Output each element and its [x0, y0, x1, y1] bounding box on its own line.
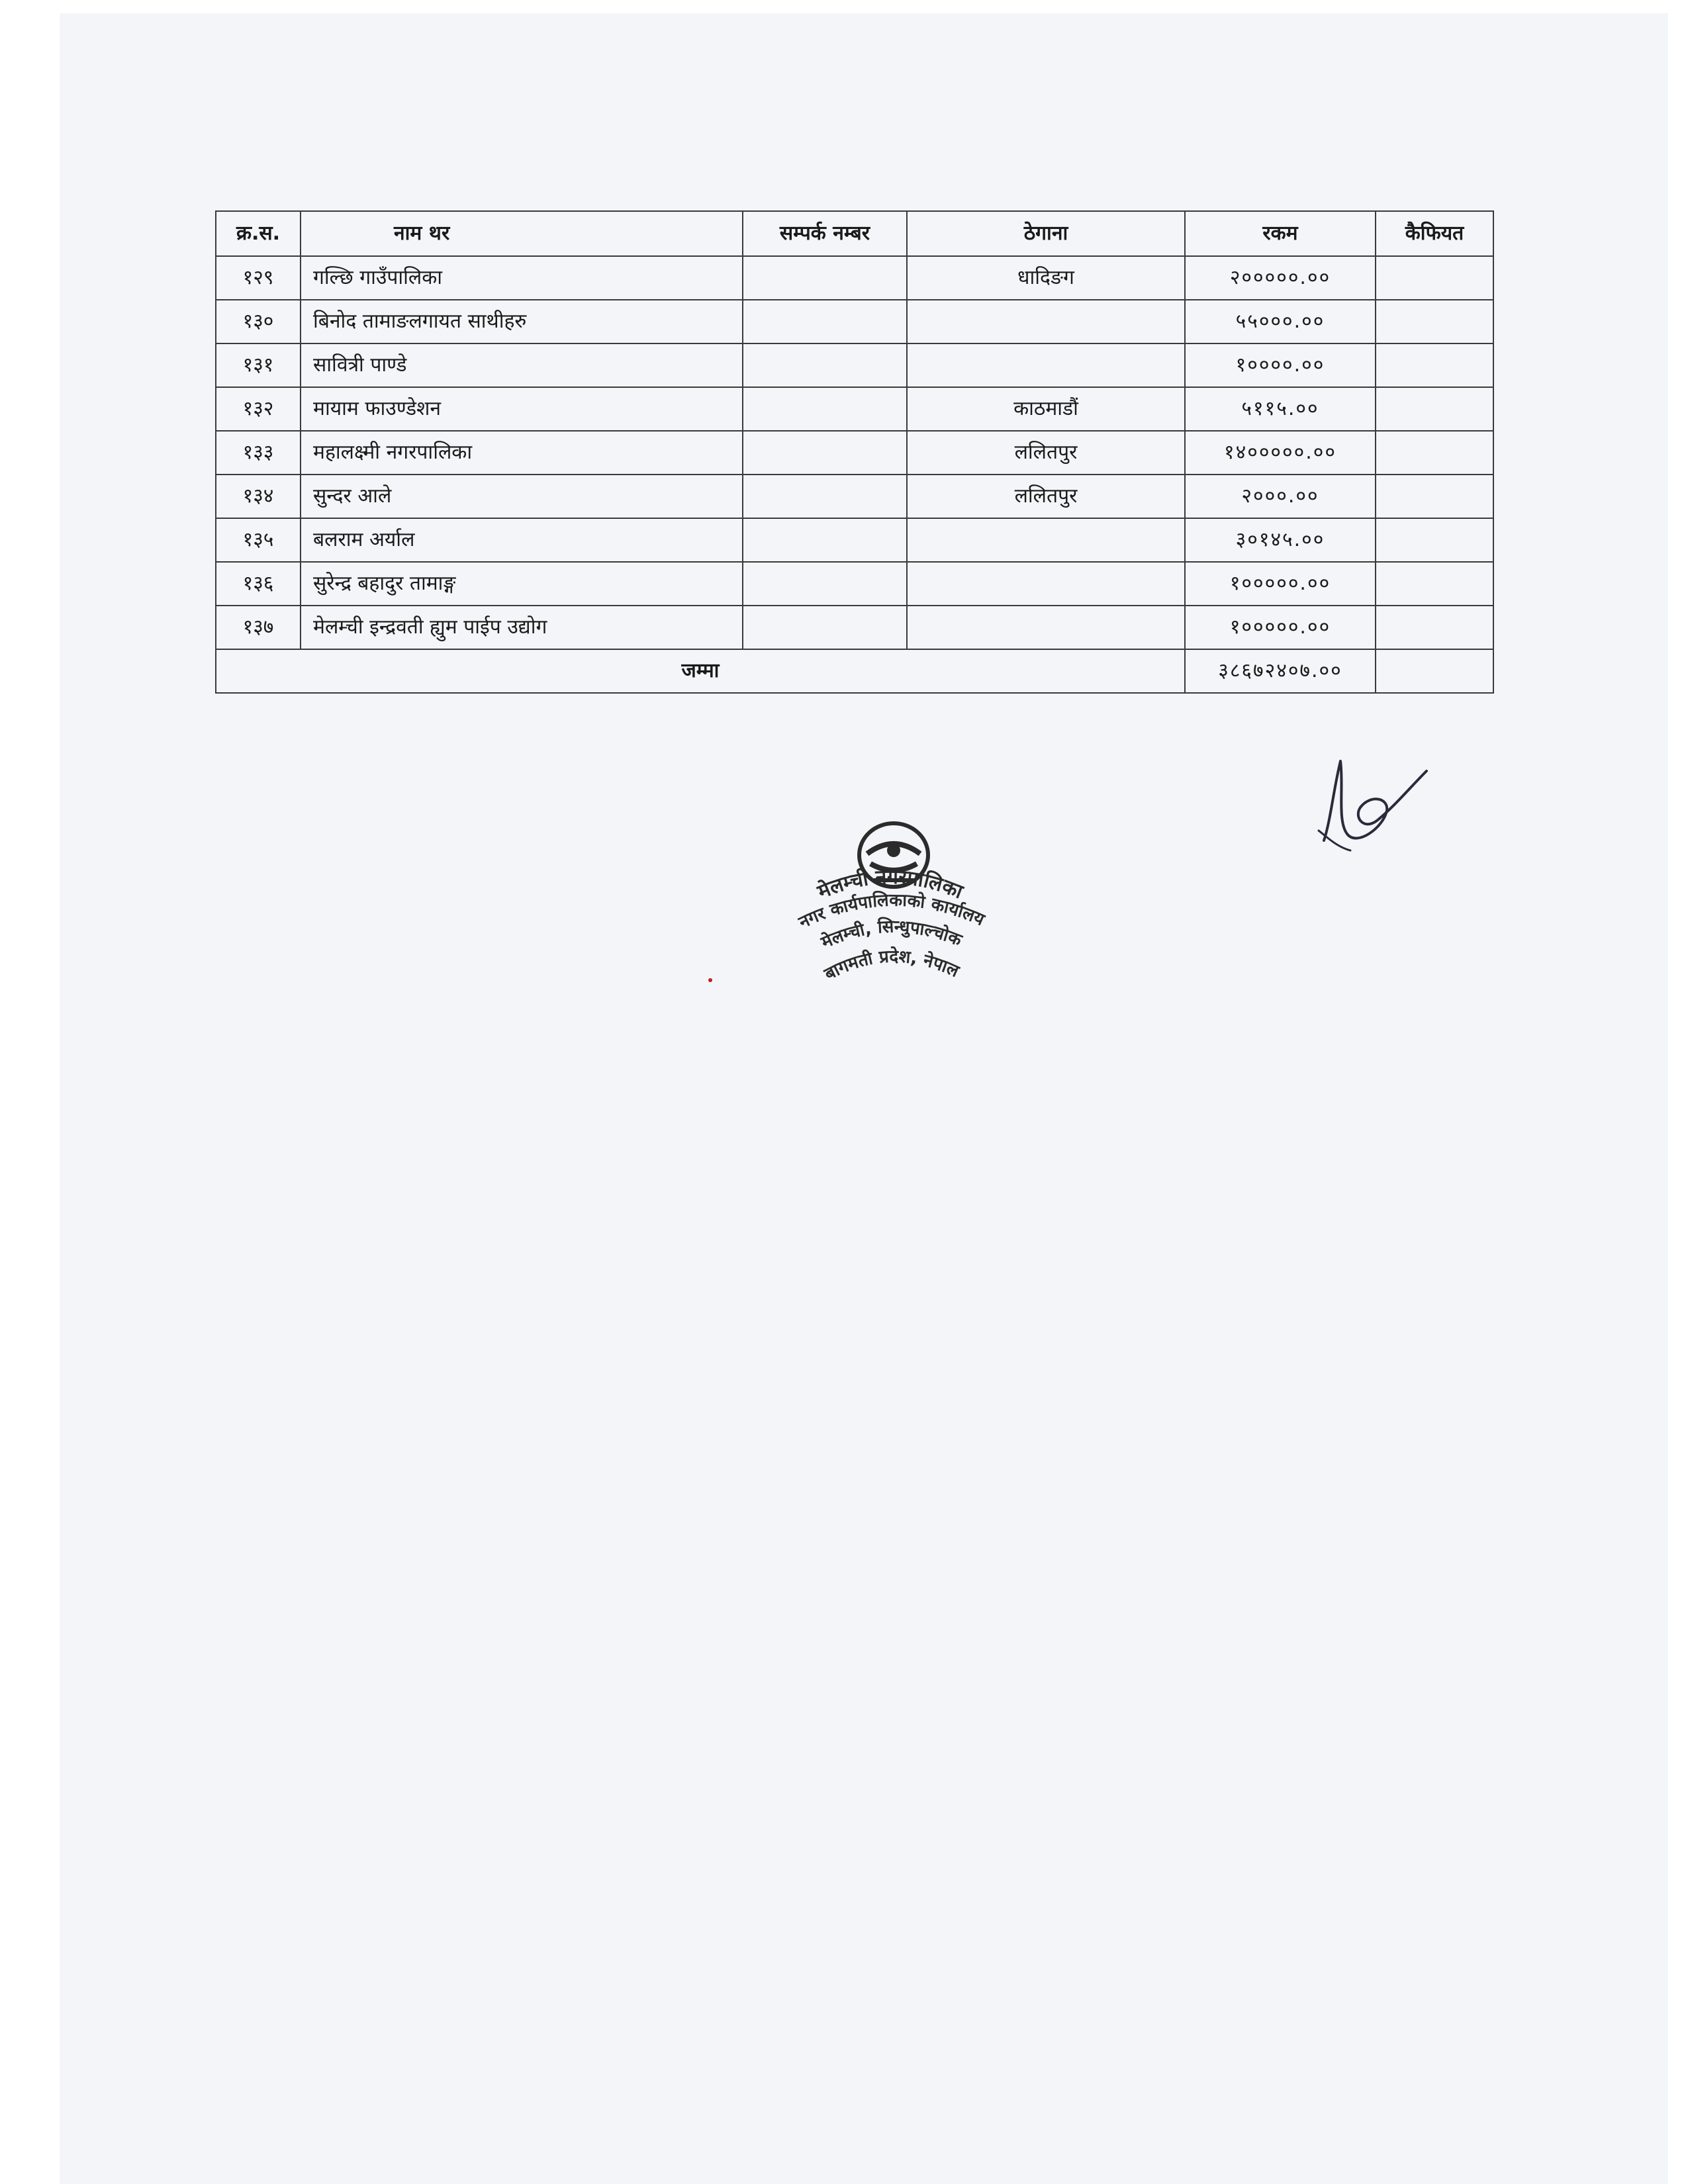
table-header-row: [216, 211, 1493, 256]
row-name: बिनोद तामाङलगायत साथीहरु: [301, 300, 743, 343]
row-remarks: [1376, 431, 1493, 475]
row-amount: २०००.००: [1185, 475, 1376, 518]
row-name: महालक्ष्मी नगरपालिका: [301, 431, 743, 475]
header-address: ठेगाना: [907, 211, 1185, 256]
row-contact: [743, 387, 907, 431]
row-amount: १००००.००: [1185, 343, 1376, 387]
row-amount: ५५०००.००: [1185, 300, 1376, 343]
table-row: [216, 343, 1493, 387]
row-amount: १०००००.००: [1185, 562, 1376, 606]
row-address: ललितपुर: [907, 431, 1185, 475]
row-amount: १०००००.००: [1185, 606, 1376, 649]
header-amount: रकम: [1185, 211, 1376, 256]
header-name: नाम थर: [301, 211, 743, 256]
row-address: [907, 562, 1185, 606]
row-serial: १३७: [216, 606, 301, 649]
table-row: [216, 256, 1493, 300]
row-serial: १३१: [216, 343, 301, 387]
row-address: काठमाडौं: [907, 387, 1185, 431]
seal-line-2: नगर कार्यपालिकाको कार्यालय: [796, 890, 988, 933]
row-remarks: [1376, 518, 1493, 562]
seal-line-1: मेलम्ची नगरपालिका: [814, 865, 966, 904]
row-address: ललितपुर: [907, 475, 1185, 518]
row-serial: १३२: [216, 387, 301, 431]
row-address: [907, 343, 1185, 387]
total-remarks: [1376, 649, 1493, 693]
row-amount: ५११५.००: [1185, 387, 1376, 431]
row-address: [907, 518, 1185, 562]
table-row: [216, 431, 1493, 475]
row-serial: १३६: [216, 562, 301, 606]
row-contact: [743, 431, 907, 475]
row-contact: [743, 343, 907, 387]
total-amount: ३८६७२४०७.००: [1185, 649, 1376, 693]
row-serial: १३०: [216, 300, 301, 343]
row-remarks: [1376, 475, 1493, 518]
row-remarks: [1376, 387, 1493, 431]
row-name: बलराम अर्याल: [301, 518, 743, 562]
row-name: सावित्री पाण्डे: [301, 343, 743, 387]
row-serial: १३५: [216, 518, 301, 562]
row-contact: [743, 518, 907, 562]
table-row: [216, 518, 1493, 562]
header-contact: सम्पर्क नम्बर: [743, 211, 907, 256]
row-serial: १२९: [216, 256, 301, 300]
row-name: मायाम फाउण्डेशन: [301, 387, 743, 431]
ink-speck: [708, 978, 712, 982]
table-row: [216, 562, 1493, 606]
table-row: [216, 606, 1493, 649]
seal-line-4: बागमती प्रदेश, नेपाल: [821, 946, 962, 985]
row-remarks: [1376, 343, 1493, 387]
total-row: [216, 649, 1493, 693]
row-contact: [743, 256, 907, 300]
row-name: मेलम्ची इन्द्रवती ह्युम पाईप उद्योग: [301, 606, 743, 649]
seal-line-3: मेलम्ची, सिन्धुपाल्चोक: [818, 917, 965, 953]
row-amount: ३०१४५.००: [1185, 518, 1376, 562]
table-row: [216, 475, 1493, 518]
table-row: [216, 387, 1493, 431]
header-remarks: कैफियत: [1376, 211, 1493, 256]
row-contact: [743, 300, 907, 343]
table-row: [216, 300, 1493, 343]
total-label: जम्मा: [216, 649, 1185, 693]
office-seal-stamp: [768, 814, 1013, 1019]
row-contact: [743, 475, 907, 518]
row-remarks: [1376, 300, 1493, 343]
row-amount: १४०००००.००: [1185, 431, 1376, 475]
row-amount: २०००००.००: [1185, 256, 1376, 300]
row-address: धादिङग: [907, 256, 1185, 300]
row-name: गल्छि गाउँपालिका: [301, 256, 743, 300]
row-contact: [743, 562, 907, 606]
row-remarks: [1376, 562, 1493, 606]
header-serial: क्र.स.: [216, 211, 301, 256]
row-serial: १३३: [216, 431, 301, 475]
row-address: [907, 606, 1185, 649]
row-address: [907, 300, 1185, 343]
row-serial: १३४: [216, 475, 301, 518]
signature-mark: [1311, 748, 1430, 854]
row-name: सुरेन्द्र बहादुर तामाङ्ग: [301, 562, 743, 606]
row-remarks: [1376, 256, 1493, 300]
row-contact: [743, 606, 907, 649]
row-remarks: [1376, 606, 1493, 649]
donation-table: [215, 210, 1494, 694]
row-name: सुन्दर आले: [301, 475, 743, 518]
